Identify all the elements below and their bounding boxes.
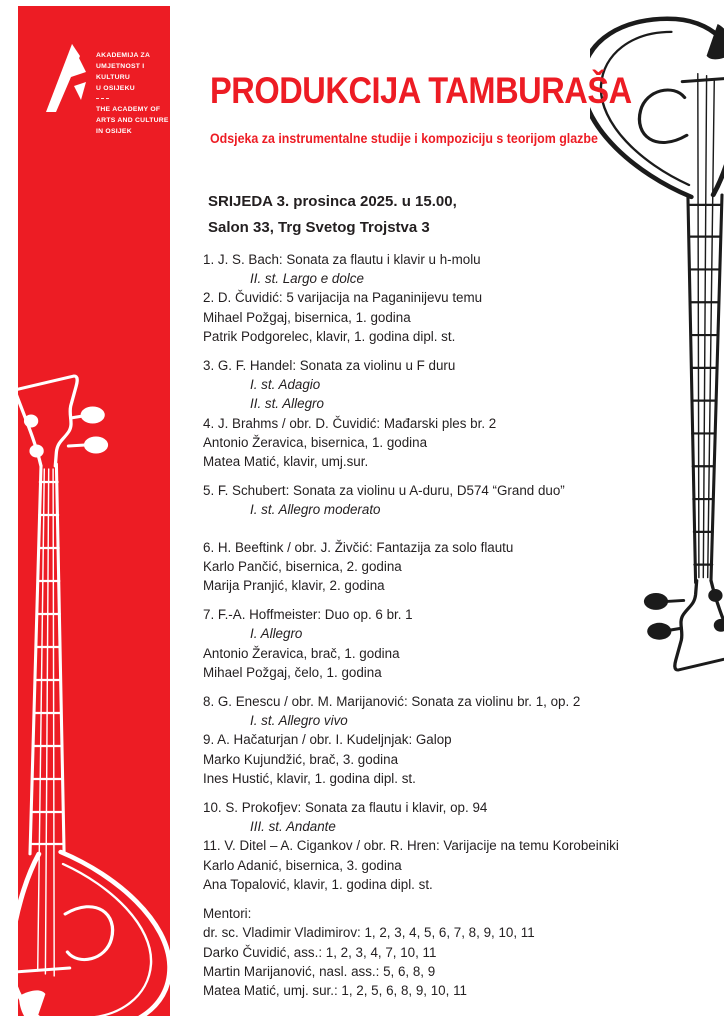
academy-a-logo-icon <box>46 38 90 114</box>
mentors-title: Mentori: <box>203 906 252 922</box>
program-line: Mihael Požgaj, čelo, 1. godina <box>203 664 382 680</box>
page-title-text: PRODUKCIJA TAMBURAŠA <box>210 70 632 111</box>
program-line: Ana Topalović, klavir, 1. godina dipl. st. <box>203 876 433 892</box>
logo-line-en: THE ACADEMY OF <box>96 106 161 113</box>
program-line: 3. G. F. Handel: Sonata za violinu u F duru <box>203 358 456 374</box>
program-movement-line: I. st. Allegro vivo <box>250 713 348 729</box>
event-location: Salon 33, Trg Svetog Trojstva 3 <box>208 219 430 236</box>
program-block <box>203 538 703 596</box>
logo-line-hr: U OSIJEKU <box>96 85 135 92</box>
tamburica-white-outline <box>18 374 170 1016</box>
page-subtitle <box>210 130 632 148</box>
program-block <box>203 356 703 471</box>
program <box>203 250 703 894</box>
program-movement-line: II. st. Largo e dolce <box>250 271 364 287</box>
logo-line-en: ARTS AND CULTURE <box>96 117 169 124</box>
program-line: 2. D. Čuvidić: 5 varijacija na Paganinijevu temu <box>203 290 483 306</box>
event-info <box>208 189 457 241</box>
page-subtitle-text: Odsjeka za instrumentalne studije i kompoziciju s teorijom glazbe <box>210 131 598 146</box>
program-line: Matea Matić, klavir, umj.sur. <box>203 454 369 470</box>
event-datetime: SRIJEDA 3. prosinca 2025. u 15.00, <box>208 193 457 210</box>
program-line: Antonio Žeravica, bisernica, 1. godina <box>203 434 428 450</box>
logo-line-en: IN OSIJEK <box>96 128 132 135</box>
program-line: 5. F. Schubert: Sonata za violinu u A-duru, D574 “Grand duo” <box>203 483 565 499</box>
program-block <box>203 250 703 346</box>
program-line: 6. H. Beeftink / obr. J. Živčić: Fantazija za solo flautu <box>203 539 514 555</box>
mentor-line: Darko Čuvidić, ass.: 1, 2, 3, 4, 7, 10, 11 <box>203 944 437 960</box>
page-title <box>210 72 689 109</box>
program-line: Marija Pranjić, klavir, 2. godina <box>203 578 385 594</box>
academy-logo <box>46 38 170 137</box>
program-movement-line: I. Allegro <box>250 626 303 642</box>
mentor-line: Martin Marijanović, nasl. ass.: 5, 6, 8, 9 <box>203 963 436 979</box>
logo-line-hr: AKADEMIJA ZA <box>96 52 151 59</box>
program-line: Mihael Požgaj, bisernica, 1. godina <box>203 309 411 325</box>
program-line: Marko Kujundžić, brač, 3. godina <box>203 751 399 767</box>
program-line: 10. S. Prokofjev: Sonata za flautu i klavir, op. 94 <box>203 800 488 816</box>
program-movement-line: II. st. Allegro <box>250 396 324 412</box>
mentor-line: dr. sc. Vladimir Vladimirov: 1, 2, 3, 4, 5, 6, 7, 8, 9, 10, 11 <box>203 925 535 941</box>
program-flow <box>203 250 703 1000</box>
program-line: Patrik Podgorelec, klavir, 1. godina dipl. st. <box>203 328 456 344</box>
mentors-section <box>203 904 703 1000</box>
program-line: Ines Hustić, klavir, 1. godina dipl. st. <box>203 770 416 786</box>
program-line: 1. J. S. Bach: Sonata za flautu i klavir u h-molu <box>203 252 481 267</box>
program-block <box>203 481 703 519</box>
program-movement-line: III. st. Andante <box>250 819 336 835</box>
academy-logo-text <box>96 38 170 137</box>
program-movement-line: I. st. Adagio <box>250 377 321 393</box>
program-line: 8. G. Enescu / obr. M. Marijanović: Sonata za violinu br. 1, op. 2 <box>203 694 581 710</box>
logo-divider <box>96 98 109 99</box>
program-line: 7. F.-A. Hoffmeister: Duo op. 6 br. 1 <box>203 607 413 623</box>
program-line: 9. A. Hačaturjan / obr. I. Kudeljnjak: Galop <box>203 732 452 748</box>
program-line: Antonio Žeravica, brač, 1. godina <box>203 645 400 661</box>
red-sidebar <box>18 6 170 1016</box>
program-block <box>203 692 703 788</box>
mentor-line: Matea Matić, umj. sur.: 1, 2, 5, 6, 8, 9, 10, 11 <box>203 982 467 998</box>
program-block <box>203 605 703 682</box>
logo-line-hr: UMJETNOST I KULTURU <box>96 63 145 81</box>
program-line: 11. V. Ditel – A. Cigankov / obr. R. Hren: Varijacije na temu Korobeiniki <box>203 838 619 854</box>
program-line: 4. J. Brahms / obr. D. Čuvidić: Mađarski ples br. 2 <box>203 415 497 431</box>
program-block <box>203 798 703 894</box>
program-movement-line: I. st. Allegro moderato <box>250 502 381 518</box>
program-line: Karlo Pančić, bisernica, 2. godina <box>203 558 402 574</box>
program-line: Karlo Adanić, bisernica, 3. godina <box>203 857 402 873</box>
